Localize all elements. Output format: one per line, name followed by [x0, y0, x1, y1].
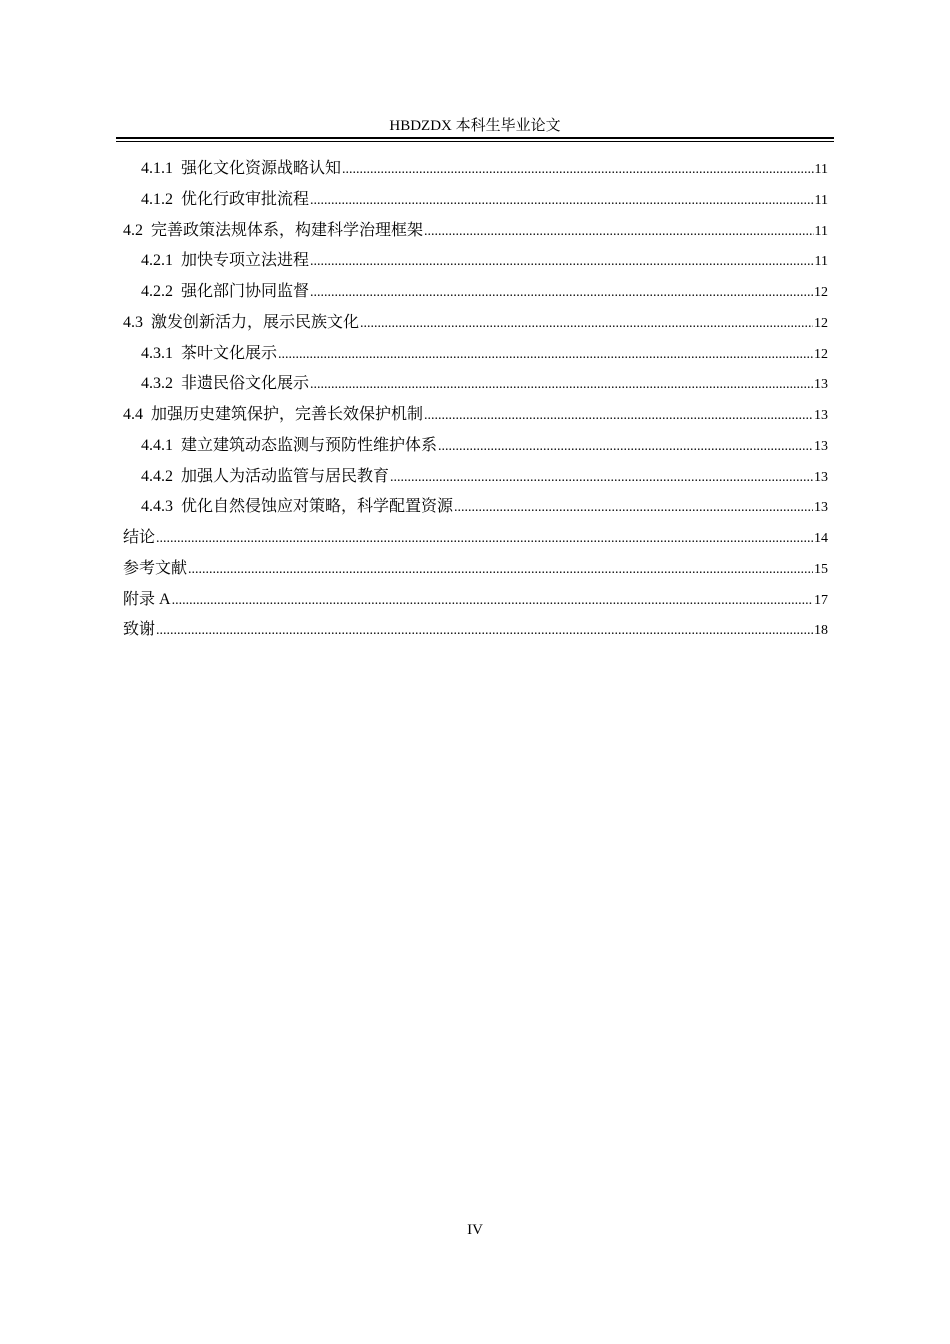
toc-entry-label: 强化部门协同监督: [181, 283, 310, 300]
toc-entry-label: 茶叶文化展示: [181, 344, 278, 362]
toc-entry-page: 12: [814, 315, 828, 331]
toc-entry-label: 加强历史建筑保护，完善长效保护机制: [151, 406, 424, 423]
toc-entry-page: 17: [814, 592, 828, 608]
toc-dot-leader: [310, 370, 813, 400]
toc-entry-label: 非遗民俗文化展示: [181, 375, 310, 393]
toc-entry-number: 4.1.1: [141, 160, 173, 177]
toc-dot-leader: [342, 155, 814, 185]
toc-entry-number: 4.4: [123, 406, 143, 423]
toc-dot-leader: [310, 278, 813, 308]
toc-entry-label: 致谢: [123, 621, 156, 639]
toc-entry-number: 4.4.1: [141, 436, 173, 454]
toc-entry[interactable]: [123, 308, 828, 339]
toc-dot-leader: [390, 463, 813, 493]
toc-entry-label: 激发创新活力，展示民族文化: [151, 313, 360, 331]
toc-entry[interactable]: [123, 554, 828, 585]
toc-entry-number: 4.2.2: [141, 283, 173, 300]
toc-entry-label: 优化行政审批流程: [181, 190, 310, 208]
toc-entry[interactable]: [123, 400, 828, 431]
toc-entry[interactable]: [123, 523, 828, 554]
toc-entry-page: 11: [814, 162, 828, 177]
toc-entry[interactable]: [123, 246, 828, 277]
toc-dot-leader: [188, 555, 813, 585]
toc-entry-page: 13: [814, 408, 828, 423]
toc-entry-label: 优化自然侵蚀应对策略，科学配置资源: [181, 498, 454, 516]
toc-dot-leader: [156, 524, 813, 554]
toc-entry-number: 4.3.1: [141, 344, 173, 362]
toc-entry[interactable]: [123, 462, 828, 493]
toc-entry-number: 4.2: [123, 221, 143, 239]
toc-entry-page: 18: [814, 623, 828, 639]
toc-entry[interactable]: [123, 216, 828, 247]
toc-entry-number: 4.4.3: [141, 498, 173, 516]
toc-entry[interactable]: [123, 339, 828, 370]
toc-dot-leader: [310, 247, 814, 277]
toc-entry-number: 4.3: [123, 313, 143, 331]
toc-entry[interactable]: [123, 185, 828, 216]
toc-entry-page: 14: [814, 531, 828, 546]
toc-dot-leader: [438, 432, 813, 462]
toc-entry-label: 结论: [123, 529, 156, 546]
toc-entry-number: 4.3.2: [141, 375, 173, 393]
toc-entry-page: 11: [814, 192, 828, 208]
toc-entry[interactable]: [123, 277, 828, 308]
toc-entry-page: 13: [814, 500, 828, 516]
toc-entry-number: 4.1.2: [141, 190, 173, 208]
header-rule-thick: [116, 137, 834, 139]
toc-entry[interactable]: [123, 615, 828, 646]
toc-entry-label: 完善政策法规体系，构建科学治理框架: [151, 221, 424, 239]
toc-entry-label: 附录 A: [123, 590, 171, 608]
toc-dot-leader: [360, 309, 813, 339]
toc-dot-leader: [454, 493, 813, 523]
toc-entry-page: 13: [814, 469, 828, 485]
page-number: IV: [467, 1222, 483, 1238]
toc-entry-page: 15: [814, 561, 828, 577]
running-header-title: HBDZDX 本科生毕业论文: [389, 118, 561, 134]
toc-entry[interactable]: [123, 585, 828, 616]
toc-entry[interactable]: [123, 154, 828, 185]
toc-entry-label: 参考文献: [123, 559, 188, 577]
toc-entry-page: 11: [814, 254, 828, 270]
toc-dot-leader: [278, 340, 813, 370]
toc-dot-leader: [424, 217, 814, 247]
toc-entry-page: 11: [814, 223, 828, 239]
toc-entry[interactable]: [123, 492, 828, 523]
toc-entry-number: 4.4.2: [141, 467, 173, 485]
toc-entry-label: 强化文化资源战略认知: [181, 160, 342, 177]
toc-entry-label: 建立建筑动态监测与预防性维护体系: [181, 436, 438, 454]
toc-entry-page: 12: [814, 285, 828, 300]
toc-entry-page: 13: [814, 377, 828, 393]
toc-dot-leader: [156, 616, 813, 646]
toc-entry-page: 12: [814, 346, 828, 362]
toc-entry[interactable]: [123, 369, 828, 400]
toc-entry-page: 13: [814, 438, 828, 454]
toc-entry-label: 加快专项立法进程: [181, 252, 310, 270]
toc-entry-number: 4.2.1: [141, 252, 173, 270]
toc-dot-leader: [424, 401, 813, 431]
toc-entry[interactable]: [123, 431, 828, 462]
table-of-contents: [123, 154, 828, 646]
header-rule-thin: [116, 141, 834, 142]
toc-dot-leader: [310, 186, 814, 216]
toc-dot-leader: [172, 586, 813, 616]
toc-entry-label: 加强人为活动监管与居民教育: [181, 467, 390, 485]
